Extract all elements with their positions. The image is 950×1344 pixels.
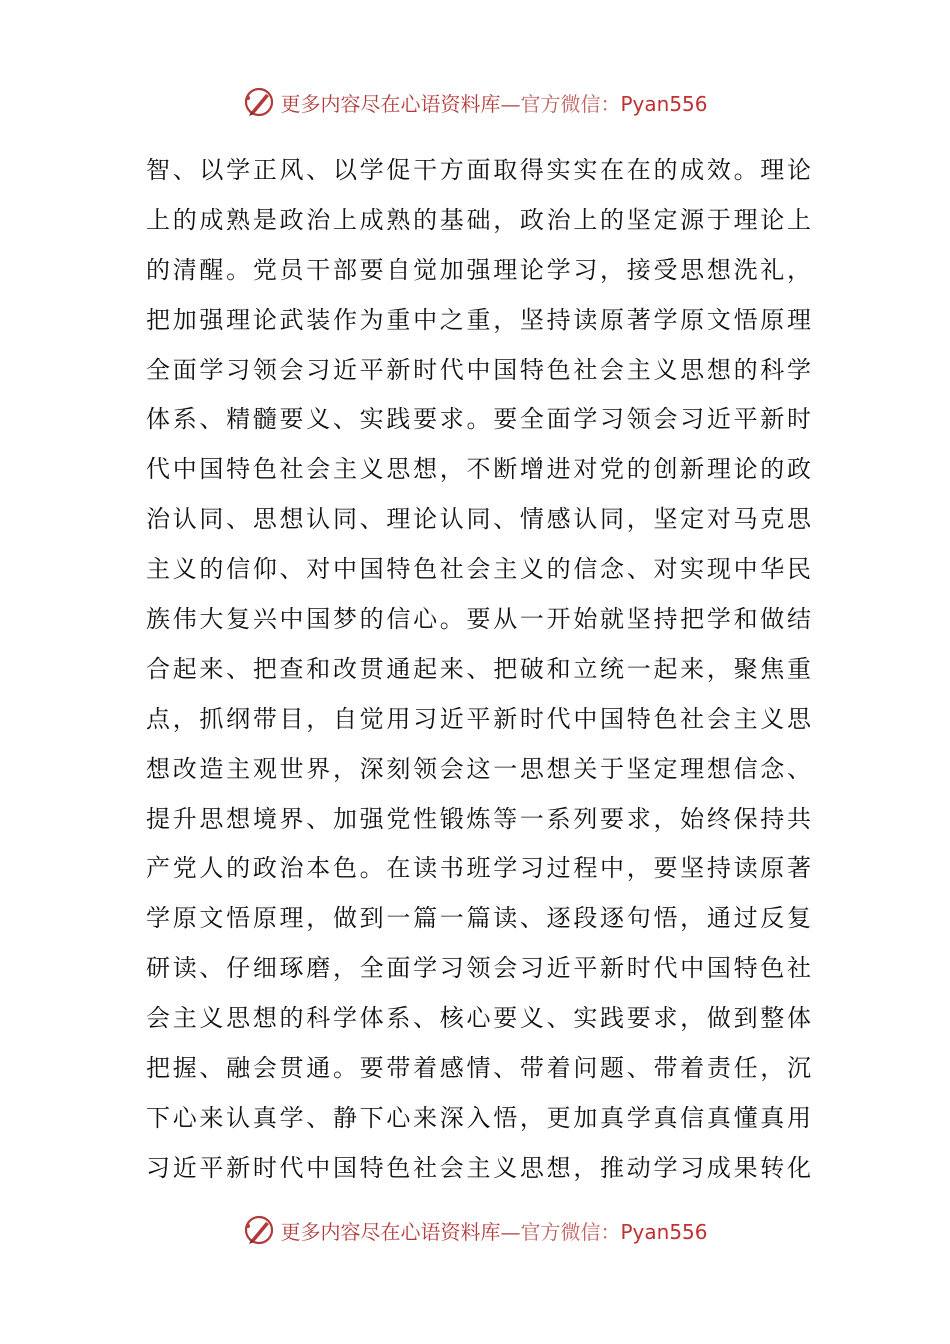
text-line: 把加强理论武装作为重中之重，坚持读原著学原文悟原理 — [146, 305, 811, 334]
text-line: 治认同、思想认同、理论认同、情感认同，坚定对马克思 — [146, 505, 811, 534]
text-line: 研读、仔细琢磨，全面学习领会习近平新时代中国特色社 — [146, 954, 811, 983]
text-line: 上的成熟是政治上成熟的基础，政治上的坚定源于理论上 — [146, 205, 811, 234]
text-line: 族伟大复兴中国梦的信心。要从一开始就坚持把学和做结 — [146, 605, 811, 634]
text-line: 产党人的政治本色。在读书班学习过程中，要坚持读原著 — [146, 854, 811, 883]
text-line: 会主义思想的科学体系、核心要义、实践要求，做到整体 — [146, 1004, 811, 1033]
text-line: 主义的信仰、对中国特色社会主义的信念、对实现中华民 — [146, 555, 811, 584]
text-line: 想改造主观世界，深刻领会这一思想关于坚定理想信念、 — [146, 754, 811, 783]
footer-brand-text: 更多内容尽在心语资料库— — [280, 1219, 521, 1244]
footer-wechat-id: Pyan556 — [620, 1219, 708, 1244]
footer-wechat-label: 官方微信： — [520, 1219, 621, 1244]
text-line: 代中国特色社会主义思想，不断增进对党的创新理论的政 — [146, 455, 811, 484]
header-wechat-label: 官方微信： — [520, 91, 621, 116]
header-brand-text: 更多内容尽在心语资料库— — [280, 91, 521, 116]
text-line: 学原文悟原理，做到一篇一篇读、逐段逐句悟，通过反复 — [146, 904, 811, 933]
text-line: 体系、精髓要义、实践要求。要全面学习领会习近平新时 — [146, 405, 811, 434]
text-line: 习近平新时代中国特色社会主义思想，推动学习成果转化 — [146, 1153, 811, 1182]
pen-circle-logo-icon — [242, 85, 276, 119]
text-line: 全面学习领会习近平新时代中国特色社会主义思想的科学 — [146, 355, 811, 384]
document-body — [146, 146, 811, 1194]
pen-circle-logo-icon — [242, 1213, 276, 1247]
text-line: 智、以学正风、以学促干方面取得实实在在的成效。理论 — [146, 156, 811, 184]
text-line: 合起来、把查和改贯通起来、把破和立统一起来，聚焦重 — [146, 654, 811, 683]
text-line: 提升思想境界、加强党性锻炼等一系列要求，始终保持共 — [146, 804, 811, 833]
footer-watermark — [0, 1210, 950, 1250]
text-line: 把握、融会贯通。要带着感情、带着问题、带着责任，沉 — [146, 1054, 811, 1083]
text-line: 下心来认真学、静下心来深入悟，更加真学真信真懂真用 — [146, 1103, 811, 1132]
text-line: 点，抓纲带目，自觉用习近平新时代中国特色社会主义思 — [146, 704, 811, 733]
header-wechat-id: Pyan556 — [620, 91, 708, 116]
text-line: 的清醒。党员干部要自觉加强理论学习，接受思想洗礼， — [146, 255, 811, 284]
header-watermark — [0, 82, 950, 122]
